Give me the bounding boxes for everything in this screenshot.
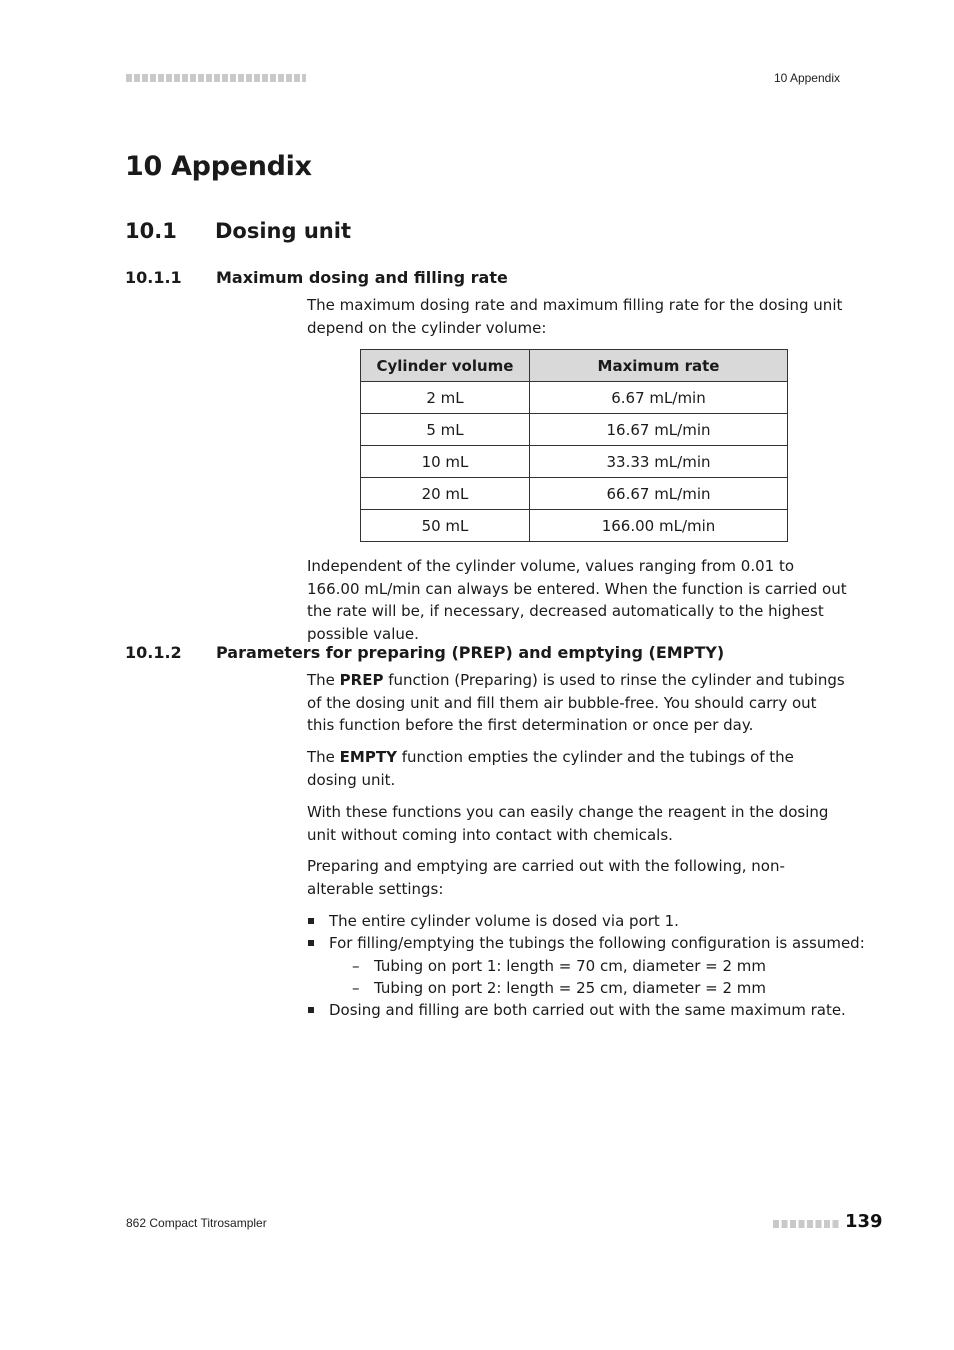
table-cell: 10 mL — [361, 446, 530, 478]
settings-paragraph: Preparing and emptying are carried out with the following, non-alterable settings: — [307, 857, 785, 898]
table-cell: 50 mL — [361, 510, 530, 542]
rate-table — [360, 349, 788, 542]
running-header: 10 Appendix — [773, 71, 840, 85]
text-run: The — [307, 748, 340, 766]
table-cell: 66.67 mL/min — [530, 478, 788, 510]
tubing-list — [329, 955, 867, 1000]
chapter-title: 10 Appendix — [125, 151, 312, 182]
bullet-icon — [308, 940, 314, 946]
dash-icon: – — [352, 956, 360, 975]
section-heading — [125, 219, 351, 243]
header-decoration — [126, 74, 306, 82]
page-number: 139 — [845, 1211, 883, 1232]
list-item-text: Tubing on port 2: length = 25 cm, diameter = 2 mm — [374, 978, 767, 997]
section-title: Dosing unit — [215, 219, 351, 243]
subsection-heading-1 — [125, 268, 508, 287]
subsection-number: 10.1.1 — [125, 268, 182, 287]
table-cell: 20 mL — [361, 478, 530, 510]
table-row — [361, 382, 788, 414]
rate-note-paragraph: Independent of the cylinder volume, values ranging from 0.01 to 166.00 mL/min can always be entered. When the function is carried out the rate will be, if necessary, decreased automatically to the highest possible value. — [307, 557, 847, 643]
text-run: function empties the cylinder and the tubings of the dosing unit. — [307, 748, 794, 789]
text-run: function (Preparing) is used to rinse the cylinder and tubings of the dosing unit and fill them air bubble-free. You should carry out this function before the first determination or once per day. — [307, 671, 845, 734]
subsection-title: Parameters for preparing (PREP) and emptying (EMPTY) — [216, 643, 725, 662]
table-cell: 5 mL — [361, 414, 530, 446]
table-row — [361, 510, 788, 542]
footer-decoration — [773, 1220, 840, 1228]
table-row — [361, 446, 788, 478]
section-number: 10.1 — [125, 219, 177, 243]
list-item — [352, 977, 867, 999]
empty-keyword: EMPTY — [339, 748, 397, 766]
settings-list — [307, 910, 867, 1021]
list-item — [307, 932, 867, 999]
list-item — [307, 910, 867, 932]
table-header-row — [361, 350, 788, 382]
column-header: Maximum rate — [530, 350, 788, 382]
table-cell: 6.67 mL/min — [530, 382, 788, 414]
list-item-text: Tubing on port 1: length = 70 cm, diameter = 2 mm — [374, 956, 767, 975]
list-item — [307, 999, 867, 1021]
column-header: Cylinder volume — [361, 350, 530, 382]
table-cell: 2 mL — [361, 382, 530, 414]
subsection-number: 10.1.2 — [125, 643, 182, 662]
prep-keyword: PREP — [339, 671, 384, 689]
list-item-text: For filling/emptying the tubings the following configuration is assumed: — [329, 934, 865, 953]
table-row — [361, 478, 788, 510]
list-item-text: Dosing and filling are both carried out with the same maximum rate. — [329, 1001, 846, 1020]
subsection-heading-2 — [125, 643, 724, 662]
prep-paragraph — [307, 669, 847, 737]
table-cell: 16.67 mL/min — [530, 414, 788, 446]
list-item-text: The entire cylinder volume is dosed via port 1. — [329, 912, 679, 930]
subsection-title: Maximum dosing and filling rate — [216, 268, 508, 287]
table-cell: 166.00 mL/min — [530, 510, 788, 542]
dash-icon: – — [352, 978, 360, 997]
footer-product-name: 862 Compact Titrosampler — [126, 1216, 267, 1230]
table-cell: 33.33 mL/min — [530, 446, 788, 478]
empty-paragraph — [307, 746, 847, 791]
bullet-icon — [308, 918, 314, 924]
list-item — [352, 955, 867, 977]
reagent-paragraph: With these functions you can easily change the reagent in the dosing unit without coming into contact with chemicals. — [307, 803, 829, 844]
text-run: The — [307, 671, 340, 689]
table-row — [361, 414, 788, 446]
rate-intro-paragraph: The maximum dosing rate and maximum filling rate for the dosing unit depend on the cylinder volume: — [307, 296, 843, 337]
bullet-icon — [308, 1007, 314, 1013]
